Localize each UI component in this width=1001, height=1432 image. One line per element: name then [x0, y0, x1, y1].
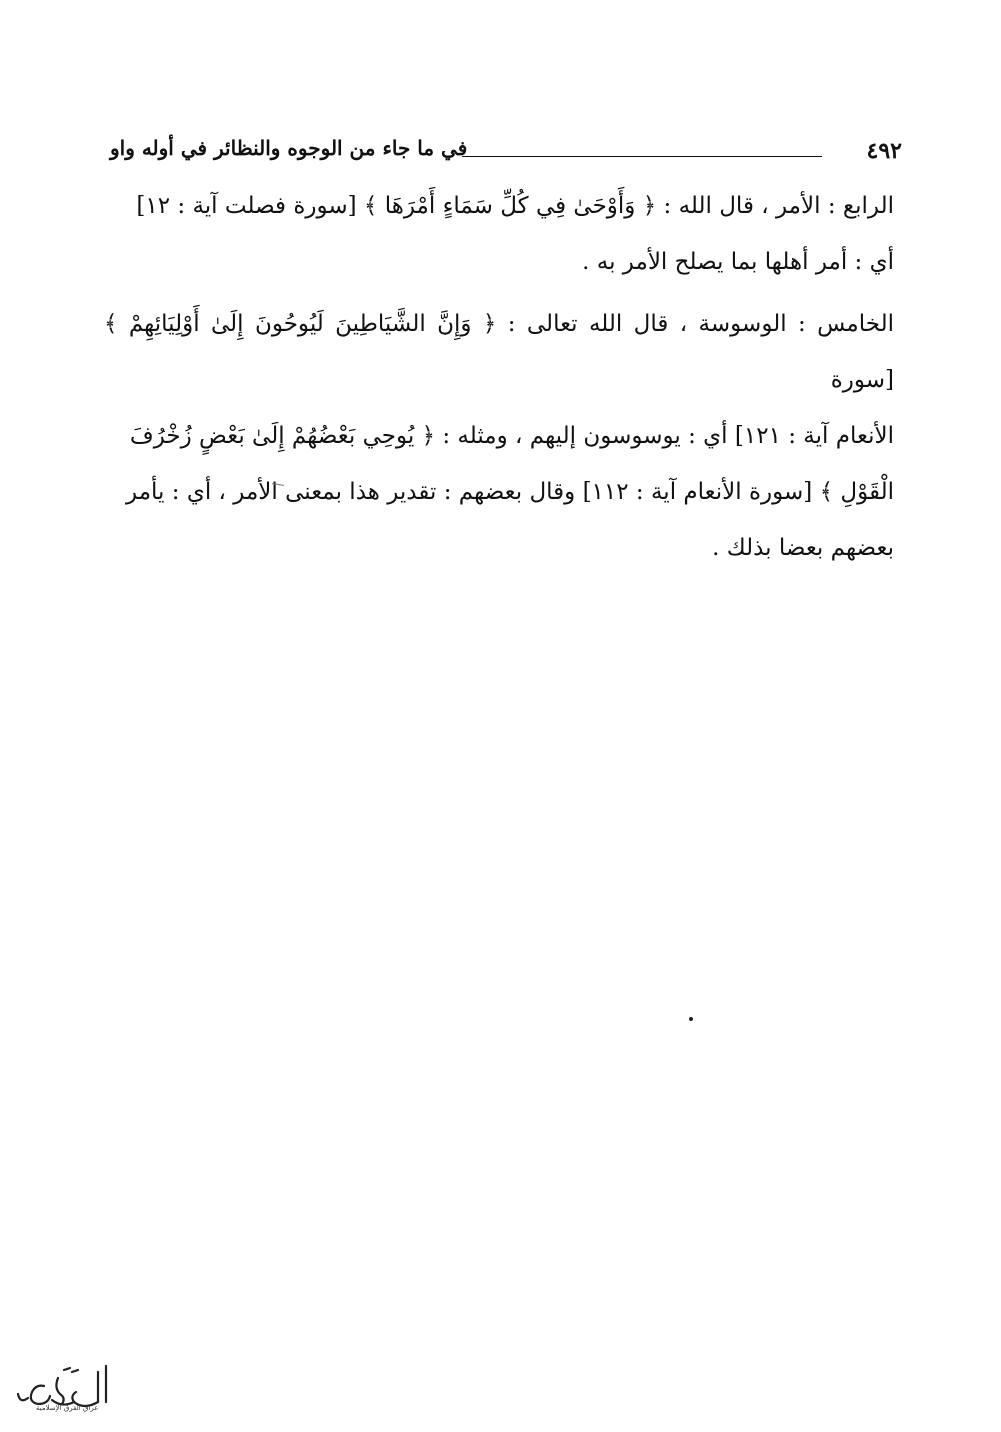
page-header	[110, 132, 902, 172]
logo-subtext: عراق الفرق الإسلامية	[36, 1404, 99, 1412]
header-rule	[462, 156, 822, 157]
text-line: بعضهم بعضا بذلك .	[712, 535, 894, 561]
paragraph-fifth-meaning	[104, 296, 894, 576]
text-line: الرابع : الأمر ، قال الله : ﴿ وَأَوْحَىٰ فِي كُلِّ سَمَاءٍ أَمْرَهَا ﴾ [سورة فصلت آية : ١٢]	[136, 193, 894, 219]
text-line: الخامس : الوسوسة ، قال الله تعالى : ﴿ وَإِنَّ الشَّيَاطِينَ لَيُوحُونَ إِلَىٰ أَوْلِيَائِهِمْ ﴾ [سورة	[104, 311, 894, 393]
scan-speck	[689, 1017, 693, 1021]
body-text	[104, 178, 894, 576]
text-line: أي : أمر أهلها بما يصلح الأمر به .	[582, 249, 894, 275]
running-title: في ما جاء من الوجوه والنظائر في أوله واو	[110, 136, 468, 160]
page-number: ٤٩٢	[866, 138, 902, 164]
text-line: الأنعام آية : ١٢١] أي : يوسوسون إليهم ، ومثله : ﴿ يُوحِي بَعْضُهُمْ إِلَىٰ بَعْضٍ زُخْرُفَ	[129, 423, 894, 449]
paragraph-fourth-meaning	[104, 178, 894, 290]
text-line: الْقَوْلِ ﴾ [سورة الأنعام آية : ١١٢] وقال بعضهم : تقدير هذا بمعنى الأمر ، أي : يأمر	[126, 479, 894, 505]
